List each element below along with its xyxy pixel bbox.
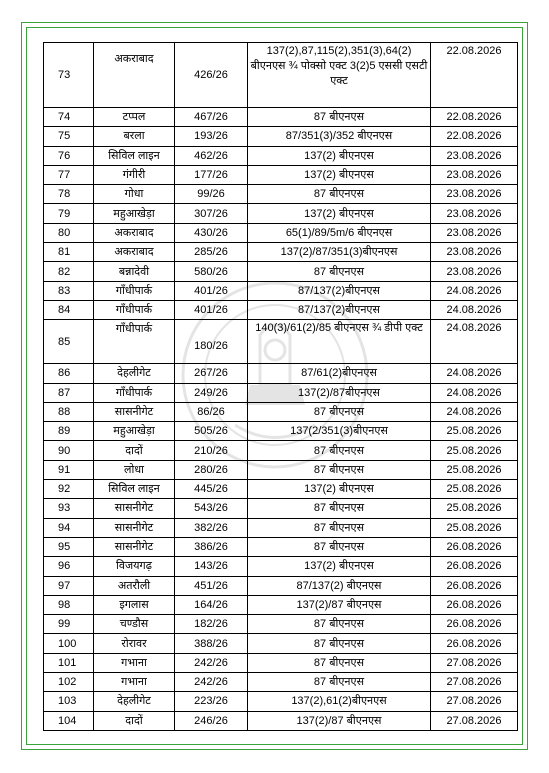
- police-station-cell: गंगीरी: [94, 165, 175, 184]
- table-row: [44, 165, 518, 184]
- date-cell: 24.08.2026: [431, 364, 518, 383]
- serial-number-cell: 100: [44, 634, 94, 653]
- police-station-cell: गभाना: [94, 673, 175, 692]
- table-row: [44, 518, 518, 537]
- police-station-cell: अकराबाद: [94, 43, 175, 108]
- table-row: [44, 108, 518, 127]
- date-cell: 23.08.2026: [431, 146, 518, 165]
- date-cell: 24.08.2026: [431, 383, 518, 402]
- table-row: [44, 480, 518, 499]
- table-row: [44, 43, 518, 108]
- police-station-cell: बरला: [94, 127, 175, 146]
- table-row: [44, 383, 518, 402]
- table-row: [44, 402, 518, 421]
- police-station-cell: देहलीगेट: [94, 692, 175, 711]
- date-cell: 25.08.2026: [431, 460, 518, 479]
- sections-cell: 137(2) बीएनएस: [248, 165, 431, 184]
- serial-number-cell: 89: [44, 422, 94, 441]
- police-station-cell: टप्पल: [94, 108, 175, 127]
- date-cell: 26.08.2026: [431, 557, 518, 576]
- table-row: [44, 204, 518, 223]
- sections-cell: 137(2) बीएनएस: [248, 557, 431, 576]
- serial-number-cell: 76: [44, 146, 94, 165]
- serial-number-cell: 84: [44, 300, 94, 319]
- date-cell: 25.08.2026: [431, 480, 518, 499]
- date-cell: 26.08.2026: [431, 537, 518, 556]
- police-station-cell: लोधा: [94, 460, 175, 479]
- serial-number-cell: 103: [44, 692, 94, 711]
- serial-number-cell: 87: [44, 383, 94, 402]
- sections-cell: 87 बीएनएस: [248, 441, 431, 460]
- table-row: [44, 615, 518, 634]
- date-cell: 22.08.2026: [431, 127, 518, 146]
- sections-cell: 65(1)/89/5m/6 बीएनएस: [248, 223, 431, 242]
- serial-number-cell: 74: [44, 108, 94, 127]
- case-number-cell: 210/26: [175, 441, 248, 460]
- police-station-cell: महुआखेड़ा: [94, 422, 175, 441]
- sections-cell: 87/137(2) बीएनएस: [248, 576, 431, 595]
- police-station-cell: गाँधीपार्क: [94, 383, 175, 402]
- case-number-cell: 386/26: [175, 537, 248, 556]
- sections-cell: 137(2)/87 बीएनएस: [248, 711, 431, 730]
- serial-number-cell: 93: [44, 499, 94, 518]
- sections-cell: 87 बीएनएस: [248, 634, 431, 653]
- date-cell: 26.08.2026: [431, 595, 518, 614]
- serial-number-cell: 94: [44, 518, 94, 537]
- sections-cell: 137(2) बीएनएस: [248, 146, 431, 165]
- date-cell: 23.08.2026: [431, 165, 518, 184]
- sections-cell: 140(3)/61(2)/85 बीएनएस ¾ डीपी एक्ट: [248, 320, 431, 364]
- police-station-cell: देहलीगेट: [94, 364, 175, 383]
- sections-cell: 87 बीएनएस: [248, 673, 431, 692]
- table-row: [44, 320, 518, 364]
- sections-cell: 137(2)/87/351(3)बीएनएस: [248, 243, 431, 262]
- serial-number-cell: 88: [44, 402, 94, 421]
- table-row: [44, 223, 518, 242]
- table-row: [44, 692, 518, 711]
- case-number-cell: 430/26: [175, 223, 248, 242]
- police-station-cell: गाँधीपार्क: [94, 320, 175, 364]
- case-number-cell: 246/26: [175, 711, 248, 730]
- serial-number-cell: 95: [44, 537, 94, 556]
- case-number-cell: 543/26: [175, 499, 248, 518]
- case-number-cell: 462/26: [175, 146, 248, 165]
- case-number-cell: 182/26: [175, 615, 248, 634]
- case-number-cell: 242/26: [175, 653, 248, 672]
- table-row: [44, 460, 518, 479]
- sections-cell: 87 बीएनएस: [248, 518, 431, 537]
- date-cell: 27.08.2026: [431, 673, 518, 692]
- serial-number-cell: 90: [44, 441, 94, 460]
- serial-number-cell: 86: [44, 364, 94, 383]
- case-number-cell: 505/26: [175, 422, 248, 441]
- police-station-cell: गभाना: [94, 653, 175, 672]
- serial-number-cell: 98: [44, 595, 94, 614]
- police-station-cell: गोधा: [94, 185, 175, 204]
- case-number-cell: 143/26: [175, 557, 248, 576]
- sections-cell: 87/351(3)/352 बीएनएस: [248, 127, 431, 146]
- table-row: [44, 499, 518, 518]
- sections-cell: 87 बीएनएस: [248, 537, 431, 556]
- police-station-cell: सासनीगेट: [94, 402, 175, 421]
- case-number-cell: 285/26: [175, 243, 248, 262]
- table-row: [44, 576, 518, 595]
- table-row: [44, 243, 518, 262]
- date-cell: 26.08.2026: [431, 615, 518, 634]
- police-station-cell: इगलास: [94, 595, 175, 614]
- serial-number-cell: 91: [44, 460, 94, 479]
- date-cell: 27.08.2026: [431, 711, 518, 730]
- police-station-cell: दादों: [94, 441, 175, 460]
- sections-cell: 137(2),87,115(2),351(3),64(2) बीएनएस ¾ पोक्सो एक्ट 3(2)5 एससी एसटी एक्ट: [248, 43, 431, 108]
- date-cell: 26.08.2026: [431, 576, 518, 595]
- sections-cell: 137(2)/87 बीएनएस: [248, 595, 431, 614]
- date-cell: 23.08.2026: [431, 223, 518, 242]
- serial-number-cell: 104: [44, 711, 94, 730]
- serial-number-cell: 80: [44, 223, 94, 242]
- table-row: [44, 653, 518, 672]
- table-row: [44, 557, 518, 576]
- table-row: [44, 146, 518, 165]
- serial-number-cell: 85: [44, 320, 94, 364]
- table-row: [44, 422, 518, 441]
- case-number-cell: 223/26: [175, 692, 248, 711]
- case-number-cell: 426/26: [175, 43, 248, 108]
- serial-number-cell: 92: [44, 480, 94, 499]
- serial-number-cell: 81: [44, 243, 94, 262]
- sections-cell: 87 बीएनएस: [248, 653, 431, 672]
- case-number-cell: 445/26: [175, 480, 248, 499]
- serial-number-cell: 102: [44, 673, 94, 692]
- date-cell: 23.08.2026: [431, 243, 518, 262]
- sections-cell: 87 बीएनएस: [248, 185, 431, 204]
- police-station-cell: सासनीगेट: [94, 537, 175, 556]
- case-number-cell: 382/26: [175, 518, 248, 537]
- date-cell: 25.08.2026: [431, 441, 518, 460]
- case-number-cell: 280/26: [175, 460, 248, 479]
- sections-cell: 87/137(2)बीएनएस: [248, 300, 431, 319]
- case-number-cell: 401/26: [175, 300, 248, 319]
- date-cell: 23.08.2026: [431, 204, 518, 223]
- police-station-cell: अतरौली: [94, 576, 175, 595]
- table-row: [44, 300, 518, 319]
- serial-number-cell: 83: [44, 281, 94, 300]
- case-number-cell: 401/26: [175, 281, 248, 300]
- case-table-body: [44, 43, 518, 731]
- table-row: [44, 537, 518, 556]
- case-number-cell: 451/26: [175, 576, 248, 595]
- table-row: [44, 281, 518, 300]
- serial-number-cell: 75: [44, 127, 94, 146]
- sections-cell: 137(2) बीएनएस: [248, 204, 431, 223]
- police-station-cell: सिविल लाइन: [94, 480, 175, 499]
- sections-cell: 87/137(2)बीएनएस: [248, 281, 431, 300]
- serial-number-cell: 97: [44, 576, 94, 595]
- sections-cell: 87 बीएनएस: [248, 262, 431, 281]
- police-station-cell: चण्डौस: [94, 615, 175, 634]
- serial-number-cell: 77: [44, 165, 94, 184]
- sections-cell: 137(2),61(2)बीएनएस: [248, 692, 431, 711]
- table-row: [44, 127, 518, 146]
- case-number-cell: 467/26: [175, 108, 248, 127]
- date-cell: 24.08.2026: [431, 281, 518, 300]
- date-cell: 24.08.2026: [431, 320, 518, 364]
- sections-cell: 87 बीएनएस: [248, 402, 431, 421]
- police-station-cell: गाँधीपार्क: [94, 300, 175, 319]
- serial-number-cell: 96: [44, 557, 94, 576]
- sections-cell: 87 बीएनएस: [248, 615, 431, 634]
- table-row: [44, 595, 518, 614]
- case-number-cell: 164/26: [175, 595, 248, 614]
- case-table: [43, 42, 518, 731]
- police-station-cell: सासनीगेट: [94, 499, 175, 518]
- police-station-cell: सिविल लाइन: [94, 146, 175, 165]
- table-row: [44, 634, 518, 653]
- date-cell: 23.08.2026: [431, 185, 518, 204]
- date-cell: 23.08.2026: [431, 262, 518, 281]
- table-row: [44, 364, 518, 383]
- case-number-cell: 388/26: [175, 634, 248, 653]
- police-station-cell: विजयगढ़: [94, 557, 175, 576]
- sections-cell: 87 बीएनएस: [248, 108, 431, 127]
- sections-cell: 87 बीएनएस: [248, 499, 431, 518]
- date-cell: 26.08.2026: [431, 634, 518, 653]
- police-station-cell: महुआखेड़ा: [94, 204, 175, 223]
- serial-number-cell: 99: [44, 615, 94, 634]
- police-station-cell: दादों: [94, 711, 175, 730]
- police-station-cell: अकराबाद: [94, 223, 175, 242]
- case-number-cell: 580/26: [175, 262, 248, 281]
- case-number-cell: 267/26: [175, 364, 248, 383]
- date-cell: 27.08.2026: [431, 653, 518, 672]
- case-number-cell: 242/26: [175, 673, 248, 692]
- case-number-cell: 307/26: [175, 204, 248, 223]
- case-number-cell: 193/26: [175, 127, 248, 146]
- police-station-cell: गाँधीपार्क: [94, 281, 175, 300]
- serial-number-cell: 78: [44, 185, 94, 204]
- serial-number-cell: 82: [44, 262, 94, 281]
- serial-number-cell: 79: [44, 204, 94, 223]
- case-number-cell: 177/26: [175, 165, 248, 184]
- serial-number-cell: 73: [44, 43, 94, 108]
- date-cell: 24.08.2026: [431, 300, 518, 319]
- date-cell: 25.08.2026: [431, 422, 518, 441]
- table-row: [44, 441, 518, 460]
- case-number-cell: 180/26: [175, 320, 248, 364]
- date-cell: 22.08.2026: [431, 43, 518, 108]
- date-cell: 27.08.2026: [431, 692, 518, 711]
- case-number-cell: 99/26: [175, 185, 248, 204]
- case-number-cell: 86/26: [175, 402, 248, 421]
- serial-number-cell: 101: [44, 653, 94, 672]
- sections-cell: 137(2)/87बीएनएस: [248, 383, 431, 402]
- police-station-cell: बन्नादेवी: [94, 262, 175, 281]
- police-station-cell: अकराबाद: [94, 243, 175, 262]
- date-cell: 25.08.2026: [431, 499, 518, 518]
- police-station-cell: सासनीगेट: [94, 518, 175, 537]
- sections-cell: 87/61(2)बीएनएस: [248, 364, 431, 383]
- sections-cell: 137(2) बीएनएस: [248, 480, 431, 499]
- table-row: [44, 711, 518, 730]
- date-cell: 24.08.2026: [431, 402, 518, 421]
- sections-cell: 87 बीएनएस: [248, 460, 431, 479]
- sections-cell: 137(2/351(3)बीएनएस: [248, 422, 431, 441]
- table-row: [44, 673, 518, 692]
- date-cell: 22.08.2026: [431, 108, 518, 127]
- police-station-cell: रोरावर: [94, 634, 175, 653]
- case-number-cell: 249/26: [175, 383, 248, 402]
- table-row: [44, 262, 518, 281]
- table-row: [44, 185, 518, 204]
- date-cell: 25.08.2026: [431, 518, 518, 537]
